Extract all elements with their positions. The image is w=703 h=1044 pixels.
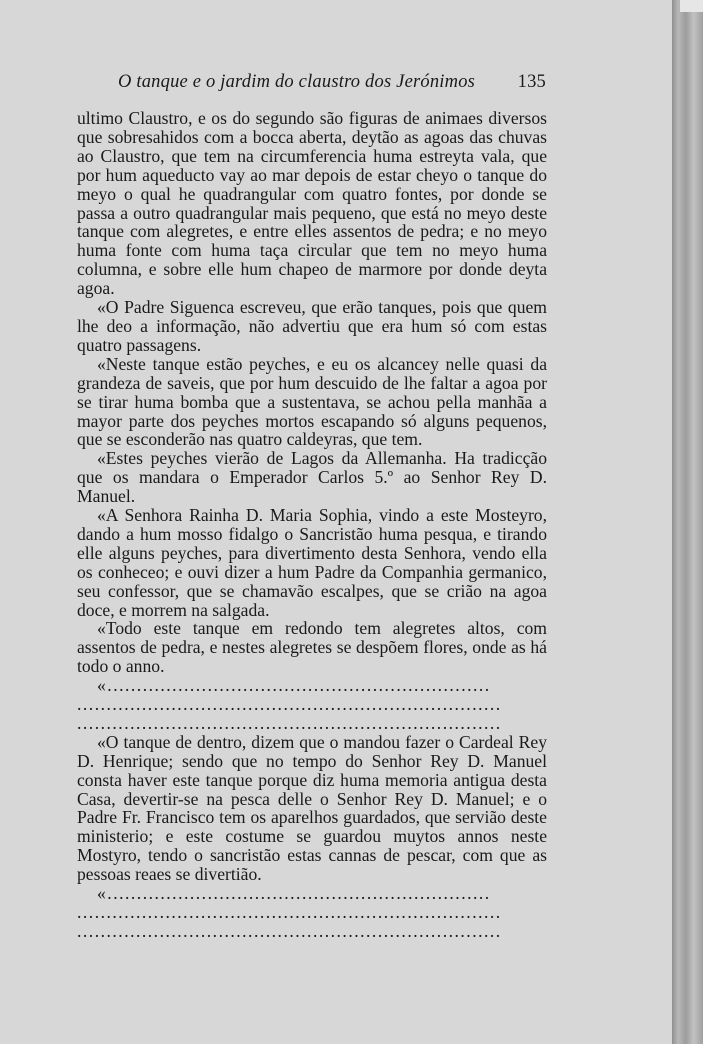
book-page-edge-highlight bbox=[680, 0, 703, 12]
ellipsis-line: ........................................................................ bbox=[77, 903, 502, 922]
page-body bbox=[77, 109, 547, 941]
ellipsis-line: ........................................................................ bbox=[77, 921, 502, 941]
ellipsis-line: ........................................................................ bbox=[77, 713, 502, 733]
paragraph-7: «O tanque de dentro, dizem que o mandou fazer o Cardeal Rey D. Henrique; sendo que no tempo do Senhor Rey D. Manuel consta haver este tanque porque diz huma memoria antigua desta Casa, devertir-se na pesca delle o Senhor Rey D. Manuel; e o Padre Fr. Francisco tem os aparelhos guardados, que servião deste ministerio; e este costume se guardou muytos annos neste Mostyro, tendo o sancristão estas cannas de pescar, com que as pessoas reaes se divertião. bbox=[77, 731, 547, 885]
paragraph-3: «Neste tanque estão peyches, e eu os alcancey nelle quasi da grandeza de saveis, que por hum descuido de lhe faltar a agoa por se tirar huma bomba que a sustentava, se achou pella manhãa a mayor parte dos peyches mortos escapando só alguns pequenos, que se esconderão nas quatro caldeyras, que tem. bbox=[77, 353, 547, 450]
running-head-title: O tanque e o jardim do claustro dos Jerónimos bbox=[118, 72, 476, 92]
ellipsis-line: «................................................................. bbox=[97, 676, 491, 696]
paragraph-1: ultimo Claustro, e os do segundo são figuras de animaes diversos que sobresahidos com a bocca aberta, deytão as agoas das chuvas ao Claustro, que tem na circumferencia huma estreyta vala, que por hum aqueducto vay ao mar depois de estar cheyo o tanque do meyo o qual he quadrangular com quatro fontes, por donde se passa a outro quadrangular mais pequeno, que está no meyo deste tanque com alegretes, e entre elles assentos de pedra; e no meyo huma fonte com huma taça circular que tem no meyo huma columna, e sobre elle hum chapeo de marmore por donde deyta agoa. bbox=[77, 108, 547, 299]
page-number: 135 bbox=[517, 72, 546, 92]
paragraph-5: «A Senhora Rainha D. Maria Sophia, vindo a este Mosteyro, dando a hum mosso fidalgo o Sancristão huma pesqua, e tirando elle alguns peyches, para divertimento desta Senhora, vendo ella os conheceo; e ouvi dizer a hum Padre da Companhia germanico, seu confessor, que se chamavão escalpes, que se crião na agoa doce, e morrem na salgada. bbox=[77, 505, 547, 620]
running-head bbox=[118, 72, 546, 93]
book-page-edge bbox=[672, 0, 703, 1044]
ellipsis-line: «................................................................. bbox=[97, 884, 491, 903]
paragraph-6: «Todo este tanque em redondo tem alegretes altos, com assentos de pedra, e nestes alegretes se despõem flores, onde as há todo o anno. bbox=[77, 618, 547, 677]
paragraph-2: «O Padre Siguenca escreveu, que erão tanques, pois que quem lhe deo a informação, não advertiu que era hum só com estas quatro passagens. bbox=[77, 297, 547, 355]
ellipsis-line: ........................................................................ bbox=[77, 695, 502, 714]
paragraph-4: «Estes peyches vierão de Lagos da Allemanha. Ha tradicção que os mandara o Emperador Carlos 5.º ao Senhor Rey D. Manuel. bbox=[77, 448, 547, 507]
